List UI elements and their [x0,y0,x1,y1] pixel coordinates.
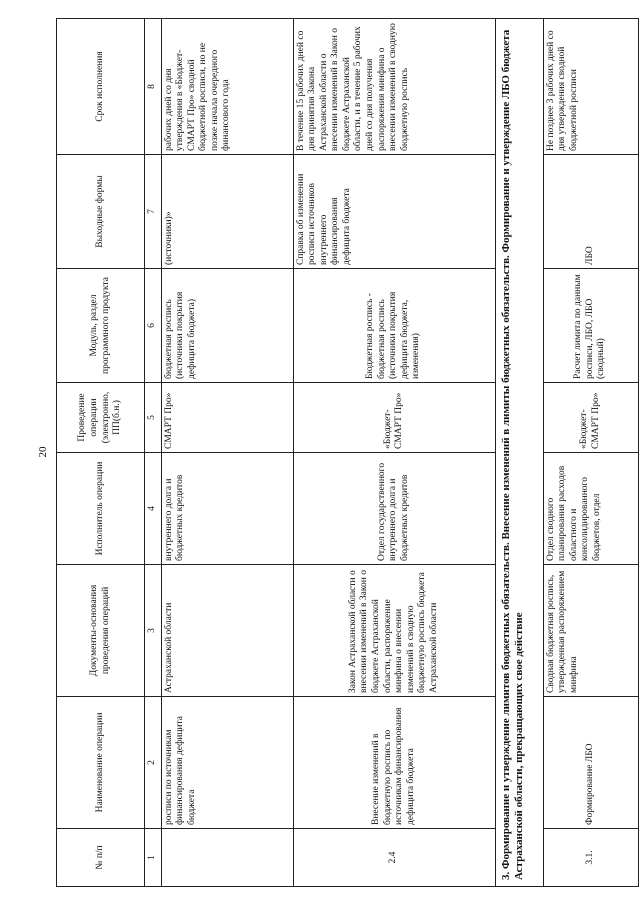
header-row [57,19,145,887]
row-method: СМАРТ Про» [161,383,293,453]
column-number: 8 [145,19,162,155]
table-row [161,19,293,887]
header-deadline: Срок исполнения [57,19,145,155]
column-number: 2 [145,697,162,829]
column-numbers-row [145,19,162,887]
row-executor: Отдел сводного планирования расходов областного и консолидированного бюджетов, отдел [543,453,638,565]
column-number: 6 [145,269,162,383]
row-module: бюджетная роспись (источники покрытия дефицита бюджета) [161,269,293,383]
table-row [543,19,638,887]
row-name: росписи по источникам финансирования дефицита бюджета [161,697,293,829]
header-docs: Документы-основания проведения операций [57,565,145,697]
row-num: 2.4 [293,829,495,887]
header-name: Наименование операции [57,697,145,829]
column-number: 1 [145,829,162,887]
row-name: Внесение изменений в бюджетную роспись по источникам финансирования дефицита бюджета [293,697,495,829]
row-deadline: рабочих дней со дня утверждения в «Бюджет-СМАРТ Про» сводной бюджетной росписи, но не позже начала очередного финансового года [161,19,293,155]
section-row [495,19,543,887]
row-docs: Астраханской области [161,565,293,697]
row-forms: (источники)» [161,155,293,269]
row-method: «Бюджет-СМАРТ Про» [543,383,638,453]
row-num: 3.1. [543,829,638,887]
column-number: 5 [145,383,162,453]
header-forms: Выходные формы [57,155,145,269]
header-module: Модуль, раздел программного продукта [57,269,145,383]
row-deadline: Не позднее 3 рабочих дней со дня утверждения сводной бюджетной росписи [543,19,638,155]
section-title: 3. Формирование и утверждение лимитов бюджетных обязательств. Внесение изменений в лимиты бюджетных обязательств. Формирование и утверждение ЛБО бюджета Астраханской области, прекращающих свое действие [495,19,543,887]
header-num: № п/п [57,829,145,887]
row-executor: внутреннего долга и бюджетных кредитов [161,453,293,565]
row-docs: Сводная бюджетная роспись, утвержденная распоряжением минфина [543,565,638,697]
row-module: Расчет лимита по данным росписи, ЛБО, ЛБО (сводный) [543,269,638,383]
row-deadline: В течение 15 рабочих дней со дня принятия Закона Астраханской области о внесении изменений в Закон о бюджете Астраханской области, и в течение 5 рабочих дней со дня получения распоряжения минфина о внесении изменений в сводную бюджетную роспись [293,19,495,155]
row-forms: Справка об изменении росписи источников внутреннего финансирования дефицита бюджета [293,155,495,269]
row-module: Бюджетная роспись - бюджетная роспись (источники покрытия дефицита бюджета, изменения) [293,269,495,383]
operations-table [56,18,639,887]
page-number: 20 [37,446,49,458]
header-executor: Исполнитель операции [57,453,145,565]
column-number: 3 [145,565,162,697]
row-executor: Отдел государственного внутреннего долга и бюджетных кредитов [293,453,495,565]
column-number: 4 [145,453,162,565]
row-forms: ЛБО [543,155,638,269]
row-method: «Бюджет-СМАРТ Про» [293,383,495,453]
column-number: 7 [145,155,162,269]
row-name: Формирование ЛБО [543,697,638,829]
row-docs: Закон Астраханской области о внесении изменений в Закон о бюджете Астраханской области, распоряжение минфина о внесении изменений в сводную бюджетную роспись бюджета Астраханской области [293,565,495,697]
row-num [161,829,293,887]
header-method: Проведение операции (электронно, ПП(б.н.) [57,383,145,453]
table-row [293,19,495,887]
